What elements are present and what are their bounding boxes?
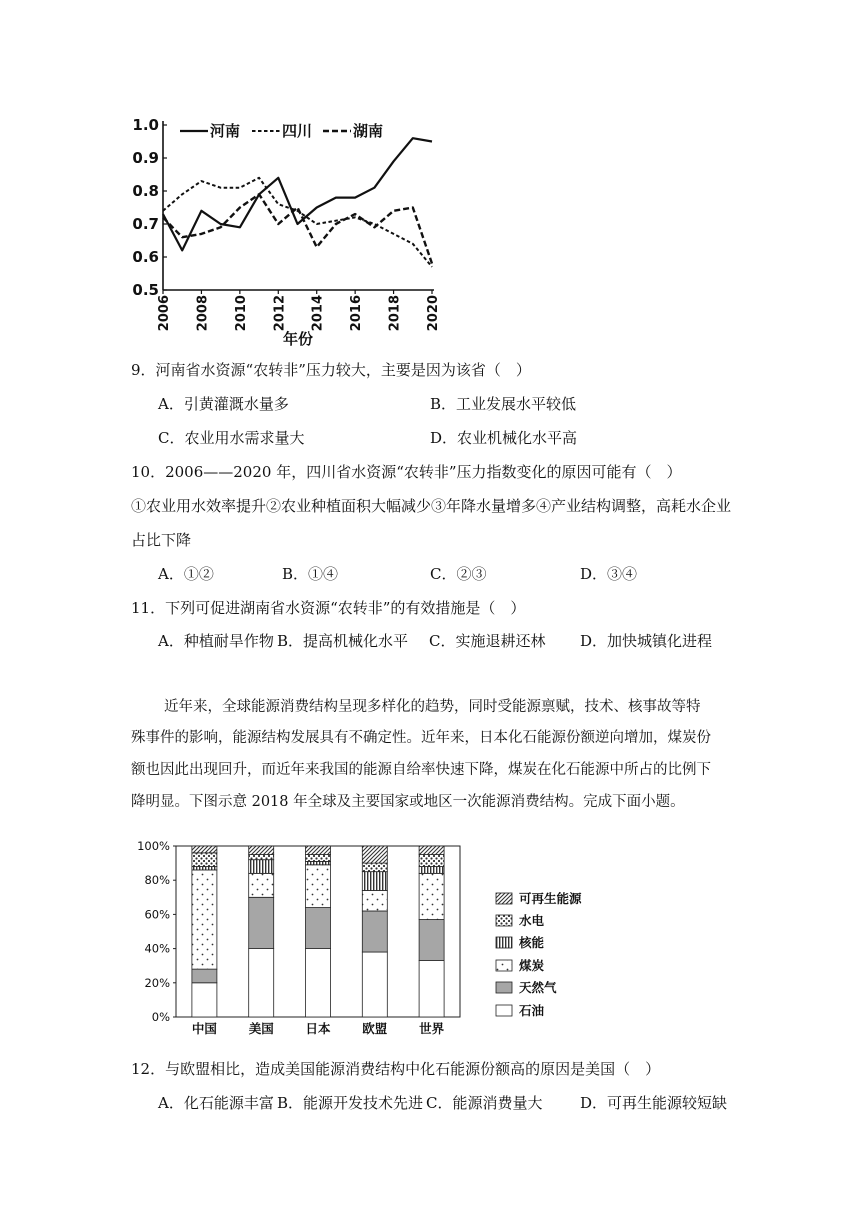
- bar-segment: [306, 908, 331, 949]
- bar-segment: [419, 920, 444, 961]
- question-10-stem: 10．2006——2020 年，四川省水资源“农转非”压力指数变化的原因可能有（ ）: [131, 463, 682, 481]
- x-category-label: 欧盟: [362, 1021, 388, 1036]
- question-12-stem: 12．与欧盟相比，造成美国能源消费结构中化石能源份额高的原因是美国（ ）: [131, 1060, 661, 1078]
- bar-chart: [130, 832, 600, 1042]
- bar-segment: [192, 870, 217, 969]
- x-category-label: 日本: [305, 1021, 331, 1036]
- q12-option-a[interactable]: A．化石能源丰富: [158, 1094, 274, 1112]
- x-category-label: 中国: [191, 1021, 217, 1036]
- legend-label: 核能: [519, 935, 545, 950]
- legend-label: 煤炭: [519, 958, 545, 973]
- legend-label: 河南: [210, 122, 241, 140]
- x-axis-label: 年份: [282, 330, 314, 348]
- bar-segment: [362, 911, 387, 952]
- x-tick-label: 2014: [310, 295, 326, 332]
- x-tick-label: 2018: [387, 295, 403, 332]
- bar-segment: [192, 846, 217, 853]
- bar-segment: [419, 846, 444, 855]
- legend-label: 水电: [519, 913, 545, 928]
- bar-segment: [192, 867, 217, 870]
- legend-label: 可再生能源: [519, 891, 582, 906]
- bar-segment: [306, 861, 331, 864]
- q10-option-a[interactable]: A．①②: [158, 565, 214, 583]
- legend-swatch: [496, 937, 512, 948]
- bar-segment: [192, 969, 217, 983]
- q9-option-b[interactable]: B．工业发展水平较低: [430, 395, 577, 413]
- bar-segment: [362, 872, 387, 891]
- y-tick-label: 0%: [151, 1010, 170, 1024]
- legend-label: 四川: [282, 122, 313, 140]
- y-tick-label: 80%: [144, 873, 170, 888]
- bar-segment: [419, 873, 444, 919]
- y-tick-label: 0.5: [132, 281, 159, 299]
- question-11-stem: 11．下列可促进湖南省水资源“农转非”的有效措施是（ ）: [131, 599, 526, 617]
- q11-option-d[interactable]: D．加快城镇化进程: [580, 632, 713, 650]
- q11-option-a[interactable]: A．种植耐旱作物: [158, 632, 274, 650]
- y-tick-label: 0.9: [132, 149, 159, 167]
- y-tick-label: 0.6: [132, 248, 159, 266]
- question-9-stem: 9．河南省水资源“农转非”压力较大，主要是因为该省（ ）: [131, 361, 531, 379]
- bar-segment: [249, 949, 274, 1017]
- line-chart: [120, 105, 450, 355]
- bar-segment: [249, 846, 274, 855]
- x-category-label: 世界: [419, 1021, 445, 1036]
- x-category-label: 美国: [248, 1021, 274, 1036]
- passage-line-1: 近年来，全球能源消费结构呈现多样化的趋势，同时受能源禀赋，技术、核事故等特: [164, 699, 701, 715]
- passage-line-2: 殊事件的影响，能源结构发展具有不确定性。近年来，日本化石能源份额逆向增加，煤炭份: [131, 730, 711, 746]
- bar-segment: [306, 855, 331, 862]
- bar-segment: [306, 846, 331, 855]
- legend-label: 石油: [519, 1003, 545, 1018]
- bar-segment: [249, 855, 274, 860]
- legend-swatch: [496, 960, 512, 971]
- y-tick-label: 20%: [144, 975, 170, 990]
- y-tick-label: 0.8: [132, 182, 159, 200]
- passage-line-4: 降明显。下图示意 2018 年全球及主要国家或地区一次能源消费结构。完成下面小题。: [131, 794, 685, 810]
- bar-segment: [192, 983, 217, 1017]
- bar-segment: [306, 949, 331, 1017]
- legend-swatch: [496, 1005, 512, 1016]
- legend-swatch: [496, 893, 512, 904]
- bar-segment: [362, 846, 387, 863]
- legend-swatch: [496, 982, 512, 993]
- q11-option-c[interactable]: C．实施退耕还林: [429, 632, 546, 650]
- bar-segment: [362, 863, 387, 872]
- x-tick-label: 2010: [233, 295, 249, 332]
- legend-label: 湖南: [353, 122, 384, 140]
- x-tick-label: 2008: [195, 295, 211, 332]
- q10-statements-line1: ①农业用水效率提升②农业种植面积大幅减少③年降水量增多④产业结构调整，高耗水企业: [131, 497, 732, 515]
- q9-option-c[interactable]: C．农业用水需求量大: [158, 429, 305, 447]
- q10-option-d[interactable]: D．③④: [580, 565, 638, 583]
- legend-label: 天然气: [519, 980, 557, 995]
- bar-segment: [249, 873, 274, 897]
- x-tick-label: 2006: [157, 295, 172, 332]
- bar-segment: [362, 952, 387, 1017]
- q9-option-d[interactable]: D．农业机械化水平高: [430, 429, 578, 447]
- q12-option-c[interactable]: C．能源消费量大: [426, 1094, 543, 1112]
- q10-option-b[interactable]: B．①④: [282, 565, 339, 583]
- x-tick-label: 2012: [272, 295, 288, 332]
- q12-option-b[interactable]: B．能源开发技术先进: [277, 1094, 424, 1112]
- legend-swatch: [496, 915, 512, 926]
- q10-statements-line2: 占比下降: [131, 531, 192, 549]
- bar-segment: [419, 867, 444, 874]
- passage-line-3: 额也因此出现回升，而近年来我国的能源自给率快速下降，煤炭在化石能源中所占的比例下: [131, 762, 711, 778]
- x-tick-label: 2020: [426, 295, 441, 332]
- bar-segment: [419, 855, 444, 867]
- bar-segment: [419, 961, 444, 1017]
- series-line-hunan: [163, 194, 432, 263]
- bar-segment: [249, 860, 274, 874]
- y-tick-label: 100%: [137, 839, 170, 853]
- bar-segment: [249, 897, 274, 948]
- y-tick-label: 0.7: [132, 215, 159, 233]
- bar-segment: [362, 890, 387, 911]
- q9-option-a[interactable]: A．引黄灌溉水量多: [158, 395, 289, 413]
- q12-option-d[interactable]: D．可再生能源较短缺: [580, 1094, 728, 1112]
- bar-segment: [306, 865, 331, 908]
- q10-option-c[interactable]: C．②③: [430, 565, 487, 583]
- x-tick-label: 2016: [349, 295, 365, 332]
- y-tick-label: 40%: [144, 941, 170, 956]
- y-tick-label: 60%: [144, 907, 170, 922]
- y-tick-label: 1.0: [132, 116, 159, 134]
- q11-option-b[interactable]: B．提高机械化水平: [277, 632, 409, 650]
- bar-segment: [192, 853, 217, 867]
